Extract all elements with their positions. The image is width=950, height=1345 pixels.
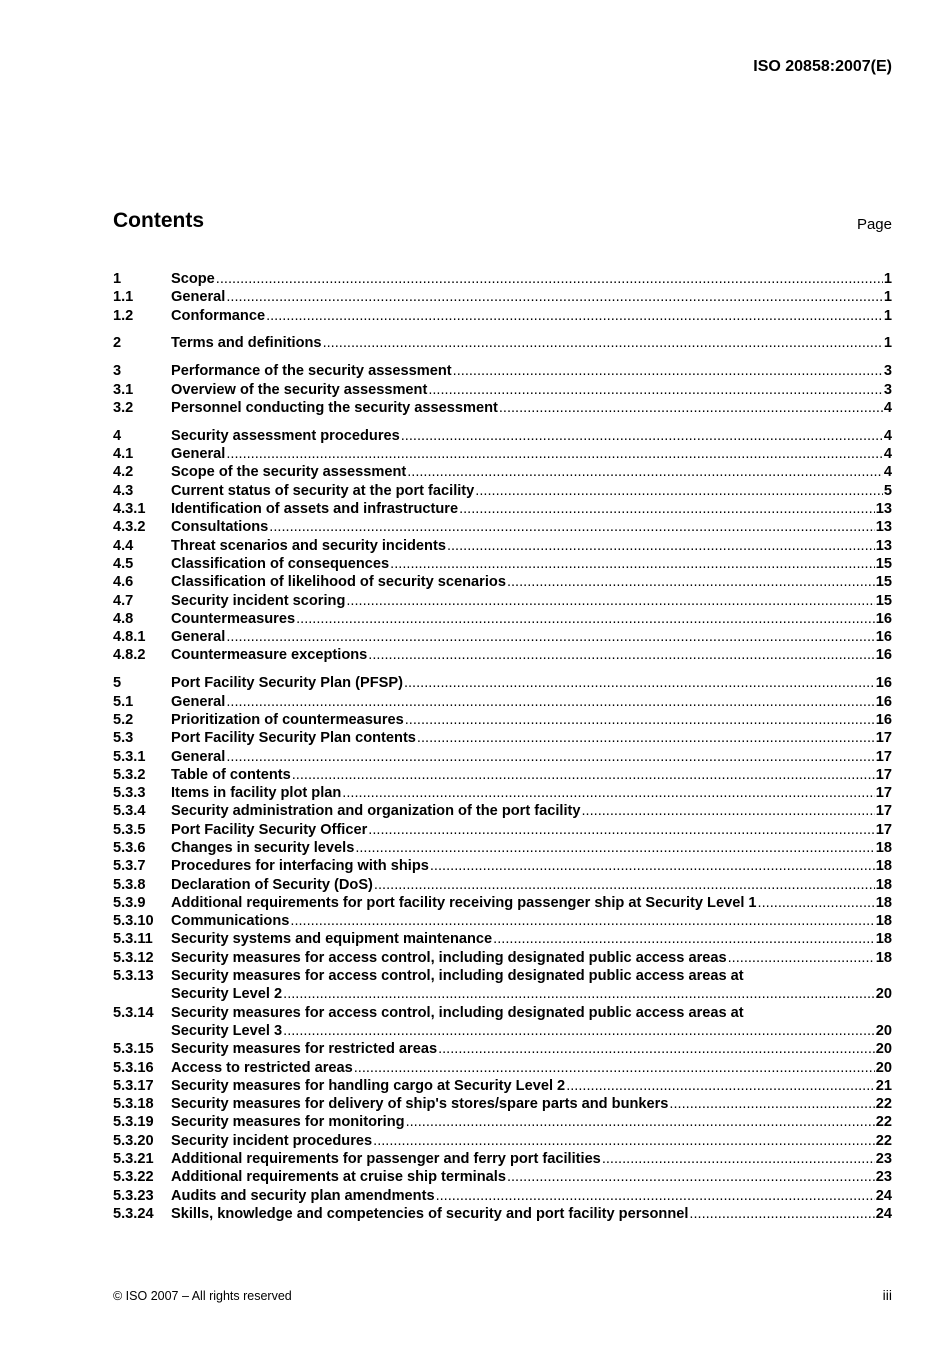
toc-entry-number: 1.2: [113, 307, 134, 324]
toc-entry[interactable]: [113, 711, 892, 729]
toc-entry[interactable]: [113, 1187, 892, 1205]
toc-entry[interactable]: [113, 821, 892, 839]
dot-leader: [436, 1187, 875, 1205]
toc-entry-title: Access to restricted areas: [171, 1059, 353, 1076]
toc-entry[interactable]: [113, 876, 892, 894]
toc-entry-number: 5.3.16: [113, 1059, 154, 1076]
toc-entry-page: 15: [875, 574, 892, 591]
toc-entry-page: 16: [875, 693, 892, 710]
toc-entry-page: 13: [875, 501, 892, 518]
toc-entry-title: Security incident procedures: [171, 1132, 373, 1149]
toc-entry-page: 18: [875, 931, 892, 948]
toc-entry[interactable]: [113, 381, 892, 399]
toc-entry-number: 5.3.21: [113, 1151, 154, 1168]
toc-entry[interactable]: [113, 362, 892, 380]
dot-leader: [428, 381, 883, 399]
toc-entry-page: 1: [883, 307, 892, 324]
dot-leader: [758, 894, 875, 912]
dot-leader: [374, 876, 875, 894]
dot-leader: [405, 711, 875, 729]
page-column-label: Page: [856, 216, 892, 233]
toc-entry[interactable]: [113, 518, 892, 536]
toc-entry-page: 4: [883, 399, 892, 416]
toc-entry-title: General: [171, 629, 226, 646]
toc-entry-page: 18: [875, 876, 892, 893]
toc-entry-page: 18: [875, 839, 892, 856]
toc-entry-page: 17: [875, 803, 892, 820]
toc-entry-number: 4.3: [113, 482, 134, 499]
toc-entry-number: 4: [113, 427, 122, 444]
dot-leader: [354, 1059, 875, 1077]
toc-entry-title: Terms and definitions: [171, 335, 322, 352]
toc-entry-number: 5.3.17: [113, 1077, 154, 1094]
toc-entry-page: 18: [875, 913, 892, 930]
toc-entry-page: 4: [883, 446, 892, 463]
dot-leader: [438, 1040, 875, 1058]
toc-entry-page: 18: [875, 894, 892, 911]
toc-entry-title: Declaration of Security (DoS): [171, 876, 373, 893]
toc-entry-title: Communications: [171, 913, 290, 930]
toc-entry-page: 20: [875, 1041, 892, 1058]
toc-entry-number: 1.1: [113, 289, 134, 306]
dot-leader: [216, 270, 883, 288]
table-of-contents: [113, 270, 892, 1223]
dot-leader: [226, 748, 874, 766]
toc-entry-title: General: [171, 446, 226, 463]
toc-entry-page: 20: [875, 1022, 892, 1039]
dot-leader: [459, 500, 875, 518]
dot-leader: [342, 784, 874, 802]
toc-entry-title: Current status of security at the port facility: [171, 482, 475, 499]
toc-entry-title: Additional requirements for passenger and ferry port facilities: [171, 1151, 601, 1168]
toc-entry-page: 18: [875, 949, 892, 966]
toc-entry-page: 16: [875, 675, 892, 692]
toc-entry-number: 4.7: [113, 592, 134, 609]
dot-leader: [292, 766, 875, 784]
dot-leader: [269, 518, 874, 536]
toc-entry-number: 3.2: [113, 399, 134, 416]
toc-entry-title: Security systems and equipment maintenance: [171, 931, 493, 948]
dot-leader: [430, 857, 875, 875]
toc-entry[interactable]: [113, 1113, 892, 1131]
toc-entry-page: 16: [875, 629, 892, 646]
dot-leader: [566, 1077, 875, 1095]
toc-entry-number: 4.8.1: [113, 629, 146, 646]
toc-entry[interactable]: [113, 949, 892, 967]
toc-entry-title: Security incident scoring: [171, 592, 346, 609]
toc-entry[interactable]: [113, 766, 892, 784]
toc-entry-number: 5: [113, 675, 122, 692]
toc-entry-number: 4.8.2: [113, 647, 146, 664]
toc-entry-number: 4.3.2: [113, 519, 146, 536]
dot-leader: [226, 693, 874, 711]
toc-entry-number: 5.3.6: [113, 839, 146, 856]
toc-entry-page: 1: [883, 271, 892, 287]
toc-entry-title: Additional requirements at cruise ship terminals: [171, 1169, 506, 1186]
dot-leader: [447, 537, 875, 555]
toc-entry-number: 5.3.11: [113, 931, 153, 948]
toc-entry-title: Audits and security plan amendments: [171, 1187, 435, 1204]
toc-entry[interactable]: [113, 482, 892, 500]
toc-entry-title: Port Facility Security Plan contents: [171, 730, 416, 747]
toc-entry-number: 5.3.19: [113, 1114, 154, 1131]
toc-entry-number: 5.3.2: [113, 766, 146, 783]
toc-entry-number: 5.3.18: [113, 1096, 154, 1113]
toc-entry-number: 4.8: [113, 610, 134, 627]
toc-entry-title: Security measures for access control, including designated public access areas at: [171, 968, 744, 985]
dot-leader: [493, 930, 875, 948]
toc-entry-page: 17: [875, 821, 892, 838]
toc-entry-title: Scope of the security assessment: [171, 464, 407, 481]
toc-entry-title: Scope: [171, 271, 215, 287]
toc-entry[interactable]: [113, 729, 892, 747]
toc-entry-title: Port Facility Security Plan (PFSP): [171, 675, 403, 692]
dot-leader: [283, 985, 875, 1003]
toc-entry-page: 20: [875, 986, 892, 1003]
toc-entry-number: 5.3.5: [113, 821, 146, 838]
toc-entry-page: 5: [883, 482, 892, 499]
toc-entry-title: Security measures for access control, including designated public access areas at: [171, 1004, 744, 1021]
dot-leader: [290, 912, 874, 930]
dot-leader: [689, 1205, 874, 1223]
toc-entry[interactable]: [113, 573, 892, 591]
toc-entry-title: Conformance: [171, 307, 266, 324]
toc-entry-title: Performance of the security assessment: [171, 363, 452, 380]
toc-entry-number: 5.3.3: [113, 785, 146, 802]
toc-entry[interactable]: [113, 1077, 892, 1095]
toc-entry-page: 22: [875, 1096, 892, 1113]
toc-entry[interactable]: [113, 1205, 892, 1223]
toc-entry-title: Items in facility plot plan: [171, 785, 342, 802]
toc-entry-number: 5.3.7: [113, 858, 146, 875]
toc-entry-page: 13: [875, 519, 892, 536]
dot-leader: [373, 1132, 875, 1150]
toc-entry-title: Security measures for restricted areas: [171, 1041, 438, 1058]
toc-entry-title: Personnel conducting the security assessment: [171, 399, 498, 416]
dot-leader: [355, 839, 874, 857]
toc-entry[interactable]: [113, 445, 892, 463]
toc-entry-page: 15: [875, 555, 892, 572]
dot-leader: [507, 573, 875, 591]
toc-entry-page: 20: [875, 1059, 892, 1076]
dot-leader: [602, 1150, 875, 1168]
toc-entry-number: 5.3.10: [113, 913, 154, 930]
toc-entry-number: 1: [113, 271, 122, 287]
toc-entry-number: 5.3.22: [113, 1169, 154, 1186]
footer-copyright: © ISO 2007 – All rights reserved: [113, 1289, 292, 1303]
toc-entry[interactable]: [113, 894, 892, 912]
toc-entry-number: 5.3.13: [113, 968, 154, 985]
toc-entry-page: 1: [883, 335, 892, 352]
dot-leader: [226, 288, 883, 306]
toc-entry-title: Security Level 2: [171, 986, 283, 1003]
toc-entry-title: Security measures for monitoring: [171, 1114, 405, 1131]
dot-leader: [499, 399, 883, 417]
toc-entry[interactable]: [113, 1095, 892, 1113]
dot-leader: [283, 1022, 875, 1040]
toc-entry-number: 5.3.4: [113, 803, 146, 820]
toc-entry-title: Threat scenarios and security incidents: [171, 537, 446, 554]
toc-entry-title: Consultations: [171, 519, 269, 536]
toc-entry-page: 4: [883, 427, 892, 444]
toc-entry-title: Security measures for delivery of ship's stores/spare parts and bunkers: [171, 1096, 669, 1113]
toc-entry[interactable]: [113, 784, 892, 802]
dot-leader: [728, 949, 875, 967]
dot-leader: [507, 1168, 875, 1186]
footer-page-number: iii: [882, 1287, 892, 1303]
toc-entry[interactable]: [113, 646, 892, 664]
toc-entry-number: 5.3.9: [113, 894, 146, 911]
toc-entry[interactable]: [113, 1059, 892, 1077]
dot-leader: [581, 802, 874, 820]
toc-entry-title: Countermeasure exceptions: [171, 647, 368, 664]
toc-entry-number: 5.3.24: [113, 1205, 154, 1222]
toc-entry[interactable]: [113, 1040, 892, 1058]
toc-entry-page: 3: [883, 363, 892, 380]
toc-entry-number: 3.1: [113, 381, 134, 398]
dot-leader: [401, 427, 883, 445]
dot-leader: [475, 482, 883, 500]
toc-entry[interactable]: [113, 628, 892, 646]
toc-entry-number: 4.3.1: [113, 501, 146, 518]
document-id: ISO 20858:2007(E): [753, 58, 892, 75]
toc-entry-page: 17: [875, 730, 892, 747]
toc-entry[interactable]: [113, 1168, 892, 1186]
toc-entry-title: Classification of likelihood of security scenarios: [171, 574, 506, 591]
dot-leader: [390, 555, 875, 573]
toc-entry-title: Table of contents: [171, 766, 291, 783]
dot-leader: [669, 1095, 874, 1113]
toc-entry-page: 17: [875, 748, 892, 765]
dot-leader: [323, 334, 883, 352]
toc-entry-number: 5.2: [113, 711, 134, 728]
toc-entry[interactable]: [113, 399, 892, 417]
toc-entry-page: 17: [875, 766, 892, 783]
toc-entry-title: General: [171, 693, 226, 710]
toc-entry-number: 4.5: [113, 555, 134, 572]
toc-entry-page: 22: [875, 1132, 892, 1149]
toc-entry-title: Security measures for handling cargo at Security Level 2: [171, 1077, 566, 1094]
toc-entry-page: 18: [875, 858, 892, 875]
toc-entry-title: General: [171, 289, 226, 306]
toc-entry-page: 16: [875, 711, 892, 728]
toc-entry[interactable]: [113, 1150, 892, 1168]
dot-leader: [266, 307, 883, 325]
toc-entry[interactable]: [113, 912, 892, 930]
dot-leader: [417, 729, 875, 747]
toc-entry-number: 4.6: [113, 574, 134, 591]
toc-entry[interactable]: [113, 693, 892, 711]
toc-entry[interactable]: [113, 1132, 892, 1150]
toc-entry-title: Procedures for interfacing with ships: [171, 858, 429, 875]
toc-entry-title: Skills, knowledge and competencies of security and port facility personnel: [171, 1205, 689, 1222]
toc-entry-title: Prioritization of countermeasures: [171, 711, 404, 728]
toc-entry-page: 13: [875, 537, 892, 554]
toc-entry-page: 22: [875, 1114, 892, 1131]
toc-entry[interactable]: [113, 857, 892, 875]
toc-entry-page: 21: [875, 1077, 892, 1094]
toc-entry-title: General: [171, 748, 226, 765]
toc-entry-page: 16: [875, 647, 892, 664]
toc-entry-page: 1: [883, 289, 892, 306]
toc-entry[interactable]: [113, 288, 892, 306]
toc-entry-title: Classification of consequences: [171, 555, 390, 572]
dot-leader: [407, 463, 883, 481]
toc-entry-number: 5.3.12: [113, 949, 154, 966]
toc-entry[interactable]: [113, 334, 892, 352]
dot-leader: [368, 646, 874, 664]
toc-entry[interactable]: [113, 463, 892, 481]
dot-leader: [453, 362, 883, 380]
dot-leader: [296, 610, 875, 628]
dot-leader: [406, 1113, 875, 1131]
toc-entry-number: 4.2: [113, 464, 134, 481]
toc-entry-title: Security measures for access control, including designated public access areas: [171, 949, 727, 966]
toc-entry[interactable]: [113, 592, 892, 610]
toc-entry-number: 5.3.15: [113, 1041, 154, 1058]
toc-entry-page: 17: [875, 785, 892, 802]
toc-entry-page: 4: [883, 464, 892, 481]
toc-entry[interactable]: [113, 307, 892, 325]
toc-entry-title: Security assessment procedures: [171, 427, 400, 444]
toc-entry-number: 5.3: [113, 730, 134, 747]
toc-entry-title: Overview of the security assessment: [171, 381, 428, 398]
toc-entry-title: Identification of assets and infrastructure: [171, 501, 459, 518]
toc-entry[interactable]: [113, 537, 892, 555]
dot-leader: [404, 674, 875, 692]
toc-entry[interactable]: [113, 748, 892, 766]
dot-leader: [226, 628, 874, 646]
toc-entry-number: 5.3.8: [113, 876, 146, 893]
toc-entry[interactable]: [113, 967, 892, 1004]
toc-entry[interactable]: [113, 930, 892, 948]
toc-entry-number: 4.4: [113, 537, 134, 554]
toc-entry-title: Security administration and organization of the port facility: [171, 803, 581, 820]
toc-entry[interactable]: [113, 1004, 892, 1041]
contents-heading: Contents: [113, 209, 204, 232]
toc-entry[interactable]: [113, 555, 892, 573]
toc-entry-page: 23: [875, 1169, 892, 1186]
toc-entry-page: 16: [875, 610, 892, 627]
toc-entry[interactable]: [113, 674, 892, 692]
toc-entry-page: 24: [875, 1187, 892, 1204]
toc-entry-page: 24: [875, 1205, 892, 1222]
toc-entry-number: 2: [113, 335, 122, 352]
toc-entry-title: Changes in security levels: [171, 839, 355, 856]
toc-entry-page: 15: [875, 592, 892, 609]
toc-entry[interactable]: [113, 427, 892, 445]
toc-entry[interactable]: [113, 270, 892, 288]
toc-entry[interactable]: [113, 500, 892, 518]
toc-entry-number: 5.3.14: [113, 1004, 154, 1021]
toc-entry-number: 5.3.20: [113, 1132, 154, 1149]
dot-leader: [226, 445, 883, 463]
toc-entry[interactable]: [113, 610, 892, 628]
toc-entry-number: 4.1: [113, 446, 134, 463]
toc-entry-title: Countermeasures: [171, 610, 296, 627]
toc-entry-title: Port Facility Security Officer: [171, 821, 368, 838]
toc-entry-number: 5.3.23: [113, 1187, 154, 1204]
dot-leader: [346, 592, 874, 610]
toc-entry-number: 5.3.1: [113, 748, 146, 765]
toc-entry-number: 5.1: [113, 693, 134, 710]
toc-entry-page: 3: [883, 381, 892, 398]
toc-entry-page: 23: [875, 1151, 892, 1168]
dot-leader: [368, 821, 874, 839]
toc-entry-title: Security Level 3: [171, 1022, 283, 1039]
toc-entry-title: Additional requirements for port facility receiving passenger ship at Security Level 1: [171, 894, 757, 911]
toc-entry-number: 3: [113, 363, 122, 380]
toc-entry[interactable]: [113, 839, 892, 857]
toc-entry[interactable]: [113, 802, 892, 820]
